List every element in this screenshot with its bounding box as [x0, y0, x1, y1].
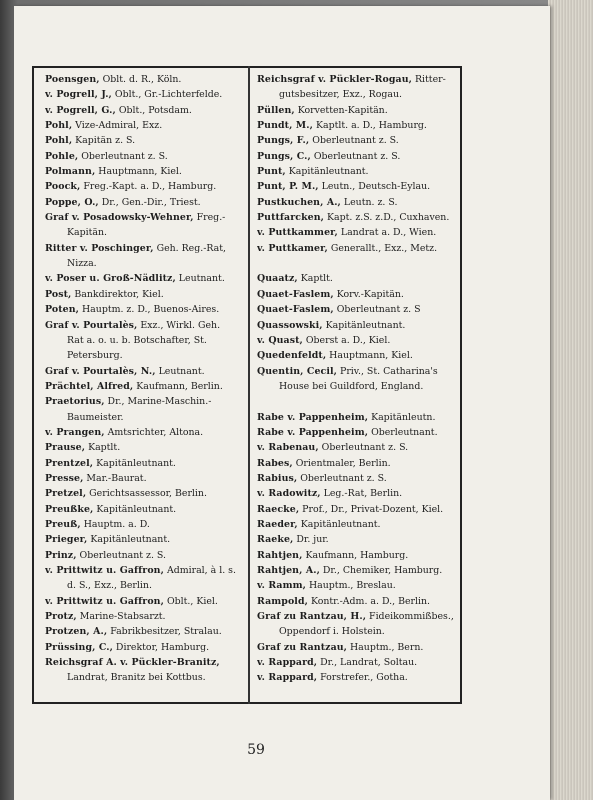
list-item	[45, 624, 245, 639]
entry-detail: Kapitän z. S.	[72, 135, 136, 147]
entry-name: Rabius,	[257, 472, 298, 484]
list-item	[45, 271, 245, 286]
entry-detail: Landrat, Branitz bei Kottbus.	[67, 672, 206, 684]
entry-detail: Amtsrichter, Altona.	[104, 426, 204, 438]
entry-name: Preuß,	[45, 518, 81, 530]
entry-name: Prinz,	[45, 549, 77, 561]
list-item	[257, 103, 460, 118]
right-column	[257, 72, 460, 686]
section-gap	[257, 256, 460, 271]
entry-detail: Hauptmann, Kiel.	[95, 166, 182, 178]
entry-detail: Direktor, Hamburg.	[112, 641, 210, 653]
entry-detail: Kaufmann, Berlin.	[133, 380, 223, 392]
list-item	[45, 72, 245, 87]
entry-detail: Gerichtsassessor, Berlin.	[86, 488, 207, 500]
entry-detail: Oberleutnant z. S.	[78, 150, 168, 162]
entry-detail: Kaptlt.	[85, 442, 121, 454]
list-item	[45, 103, 245, 118]
entry-name: v. Poser u. Groß-Nädlitz,	[45, 273, 176, 285]
entry-name: Pretzel,	[45, 488, 87, 500]
entry-detail: Bankdirektor, Kiel.	[71, 288, 164, 300]
entry-detail: Dr., Gen.-Dir., Triest.	[98, 196, 201, 208]
entry-detail: d. S., Exz., Berlin.	[67, 580, 152, 592]
entry-detail: Kontr.-Adm. a. D., Berlin.	[308, 595, 431, 607]
entry-name: Graf v. Pourtalès,	[45, 319, 138, 331]
list-item	[257, 471, 460, 486]
entry-detail: Oberleutnant z. S.	[310, 150, 401, 162]
entry-name: Protz,	[45, 611, 77, 623]
entry-detail: Korv.-Kapitän.	[333, 288, 404, 300]
entry-detail: House bei Guildford, England.	[279, 380, 424, 392]
list-item	[257, 87, 460, 102]
entry-name: Rabes,	[257, 457, 293, 469]
list-item	[257, 456, 460, 471]
entry-detail: Landrat a. D., Wien.	[337, 227, 437, 239]
entry-name: Poten,	[45, 304, 80, 316]
entry-detail: Dr., Landrat, Soltau.	[317, 657, 418, 669]
entry-detail: Oberleutnant z. S.	[318, 442, 409, 454]
list-item	[257, 655, 460, 670]
list-item	[257, 670, 460, 685]
entry-detail: Hauptm. z. D., Buenos-Aires.	[79, 304, 220, 316]
book-page-edges	[548, 0, 593, 800]
entry-name: Pundt, M.,	[257, 120, 314, 132]
list-item	[257, 241, 460, 256]
list-item	[257, 72, 460, 87]
entry-detail: Kaptlt. a. D., Hamburg.	[313, 120, 427, 132]
entry-name: Pustkuchen, A.,	[257, 196, 341, 208]
entry-detail: Priv., St. Catharina's	[337, 365, 438, 377]
entry-detail: Oblt., Potsdam.	[115, 104, 192, 116]
list-item	[45, 364, 245, 379]
entry-detail: Kapitänleutnant.	[322, 319, 406, 331]
entry-name: Quaatz,	[257, 273, 298, 285]
page-number: 59	[247, 742, 265, 758]
entry-detail: Kapt. z.S. z.D., Cuxhaven.	[324, 212, 450, 224]
column-divider	[248, 66, 250, 704]
entry-detail: Oberleutnant.	[368, 426, 438, 438]
section-gap	[257, 394, 460, 409]
list-item	[45, 394, 245, 409]
entry-detail: Exz., Wirkl. Geh.	[137, 319, 221, 331]
entry-detail: Oberleutnant z. S	[333, 304, 421, 316]
list-item	[45, 594, 245, 609]
list-item	[257, 179, 460, 194]
entry-name: Quentin, Cecil,	[257, 365, 338, 377]
list-item	[257, 348, 460, 363]
list-item	[45, 410, 245, 425]
list-item	[257, 210, 460, 225]
list-item	[45, 241, 245, 256]
list-item	[257, 149, 460, 164]
entry-detail: Hauptm. a. D.	[80, 518, 150, 530]
entry-name: Rampold,	[257, 595, 308, 607]
entry-detail: Kaufmann, Hamburg.	[302, 549, 409, 561]
entry-detail: Hauptm., Breslau.	[306, 580, 396, 592]
entry-name: Pohle,	[45, 150, 79, 162]
entry-name: Prentzel,	[45, 457, 94, 469]
entry-name: Poock,	[45, 181, 81, 193]
entry-name: Polmann,	[45, 166, 96, 178]
entry-name: Raecke,	[257, 503, 300, 515]
entry-detail: Freg.-	[193, 212, 226, 224]
entry-name: v. Pogrell, J.,	[45, 89, 112, 101]
entry-detail: Generallt., Exz., Metz.	[327, 242, 438, 254]
entry-name: v. Puttkamer,	[257, 242, 328, 254]
list-item	[45, 486, 245, 501]
entry-name: Pohl,	[45, 135, 73, 147]
list-item	[45, 195, 245, 210]
list-item	[45, 302, 245, 317]
entry-detail: Forstrefer., Gotha.	[317, 672, 408, 684]
list-item	[257, 410, 460, 425]
list-item	[257, 624, 460, 639]
entry-detail: Hauptm., Bern.	[347, 641, 424, 653]
list-item	[45, 333, 245, 348]
entry-detail: Geh. Reg.-Rat,	[153, 242, 226, 254]
list-item	[45, 456, 245, 471]
entry-name: Rahtjen, A.,	[257, 565, 320, 576]
entry-detail: Oberleutnant z. S.	[297, 472, 387, 484]
list-item	[45, 379, 245, 394]
entry-name: v. Pogrell, G.,	[45, 104, 116, 116]
entry-detail: Oberleutnant z. S.	[76, 549, 166, 561]
list-item	[45, 425, 245, 440]
list-item	[45, 210, 245, 225]
entry-detail: Kapitänleutnant.	[87, 534, 171, 546]
list-item	[257, 302, 460, 317]
entry-name: Raeder,	[257, 518, 298, 530]
list-item	[257, 195, 460, 210]
entry-name: v. Prittwitz u. Gaffron,	[45, 595, 164, 607]
entry-detail: Vize-Admiral, Exz.	[72, 120, 163, 132]
entry-detail: Kaptlt.	[297, 273, 333, 285]
entry-name: v. Prangen,	[45, 426, 105, 438]
entry-detail: Oberleutnant z. S.	[309, 135, 399, 147]
list-item	[45, 670, 245, 685]
entry-detail: Leutnant.	[155, 365, 205, 377]
entry-name: Quaet-Faslem,	[257, 288, 334, 300]
entry-detail: Oblt. d. R., Köln.	[99, 74, 182, 85]
entry-name: Rabe v. Pappenheim,	[257, 426, 369, 438]
entry-name: Graf zu Rantzau, H.,	[257, 611, 367, 623]
entry-name: Presse,	[45, 472, 84, 484]
entry-name: v. Rappard,	[257, 657, 318, 669]
entry-detail: Dr., Chemiker, Hamburg.	[319, 565, 443, 576]
entry-name: Prause,	[45, 442, 86, 454]
entry-detail: Mar.-Baurat.	[83, 472, 147, 484]
entry-detail: Fideikommißbes.,	[366, 611, 454, 623]
list-item	[257, 425, 460, 440]
entry-detail: Petersburg.	[67, 350, 123, 362]
list-item	[257, 640, 460, 655]
list-item	[257, 517, 460, 532]
entry-name: Prieger,	[45, 534, 88, 546]
left-column	[45, 72, 245, 686]
entry-name: Prächtel, Alfred,	[45, 380, 134, 392]
entry-detail: Kapitänleutnant.	[285, 166, 369, 178]
entry-name: Punt, P. M.,	[257, 181, 319, 193]
entry-detail: Leutnant.	[175, 273, 225, 285]
list-item	[45, 225, 245, 240]
entry-name: v. Quast,	[257, 334, 303, 346]
entry-name: Punt,	[257, 166, 286, 178]
list-item	[45, 179, 245, 194]
entry-name: Reichsgraf v. Pückler-Rogau,	[257, 74, 412, 85]
list-item	[45, 609, 245, 624]
entry-name: Reichsgraf A. v. Pückler-Branitz,	[45, 657, 220, 669]
list-item	[45, 655, 245, 670]
list-item	[45, 149, 245, 164]
list-item	[257, 271, 460, 286]
entry-detail: Oblt., Kiel.	[163, 595, 218, 607]
entry-name: Pungs, C.,	[257, 150, 311, 162]
list-item	[45, 440, 245, 455]
entry-detail: Fabrikbesitzer, Stralau.	[107, 626, 222, 638]
entry-name: v. Rappard,	[257, 672, 318, 684]
entry-name: Praetorius,	[45, 396, 105, 408]
entry-name: v. Ramm,	[257, 580, 307, 592]
entry-detail: Leutn., Deutsch-Eylau.	[318, 181, 431, 193]
list-item	[45, 517, 245, 532]
entry-name: Prüssing, C.,	[45, 641, 113, 653]
entry-detail: Kapitän.	[67, 227, 107, 239]
list-item	[45, 640, 245, 655]
list-item	[257, 287, 460, 302]
entry-name: Rahtjen,	[257, 549, 303, 561]
list-item	[257, 318, 460, 333]
list-item	[257, 379, 460, 394]
entry-name: Pohl,	[45, 120, 73, 132]
list-item	[45, 256, 245, 271]
entry-detail: Kapitänleutnant.	[297, 518, 381, 530]
list-item	[257, 486, 460, 501]
list-item	[45, 548, 245, 563]
entry-detail: Baumeister.	[67, 411, 124, 423]
list-item	[45, 318, 245, 333]
list-item	[257, 532, 460, 547]
entry-name: Puttfarcken,	[257, 212, 325, 224]
entry-detail: Leg.-Rat, Berlin.	[320, 488, 403, 500]
list-item	[45, 348, 245, 363]
entry-detail: Dr., Marine-Maschin.-	[104, 396, 212, 408]
list-item	[45, 87, 245, 102]
list-item	[257, 563, 460, 578]
entry-name: Graf zu Rantzau,	[257, 641, 348, 653]
entry-name: Ritter v. Poschinger,	[45, 242, 154, 254]
list-item	[257, 225, 460, 240]
entry-detail: Nizza.	[67, 258, 97, 270]
list-item	[45, 287, 245, 302]
list-item	[45, 532, 245, 547]
entry-detail: Admiral, à l. s.	[163, 565, 236, 576]
list-item	[45, 578, 245, 593]
entry-detail: Leutn. z. S.	[340, 196, 398, 208]
list-item	[257, 594, 460, 609]
entry-detail: Marine-Stabsarzt.	[76, 611, 166, 623]
list-item	[257, 502, 460, 517]
entry-name: Post,	[45, 288, 72, 300]
entry-name: v. Puttkammer,	[257, 227, 338, 239]
entry-name: Poensgen,	[45, 74, 100, 85]
list-item	[45, 471, 245, 486]
entry-name: Rabe v. Pappenheim,	[257, 411, 369, 423]
entry-name: Püllen,	[257, 104, 295, 116]
entry-name: Graf v. Posadowsky-Wehner,	[45, 212, 194, 224]
list-item	[45, 502, 245, 517]
list-item	[45, 563, 245, 578]
entry-detail: Kapitänleutnant.	[93, 503, 177, 515]
list-item	[45, 118, 245, 133]
entry-detail: Kapitänleutnant.	[93, 457, 176, 469]
entry-name: Graf v. Pourtalès, N.,	[45, 365, 156, 377]
entry-name: v. Rabenau,	[257, 442, 319, 454]
list-item	[257, 548, 460, 563]
entry-name: Quedenfeldt,	[257, 350, 327, 362]
entry-name: Raeke,	[257, 534, 294, 546]
list-item	[257, 118, 460, 133]
entry-name: Preußke,	[45, 503, 94, 515]
list-item	[257, 364, 460, 379]
entry-detail: Dr. jur.	[293, 534, 329, 546]
entry-name: Pungs, F.,	[257, 135, 310, 147]
list-item	[257, 578, 460, 593]
entry-name: v. Prittwitz u. Gaffron,	[45, 565, 164, 576]
entry-name: Protzen, A.,	[45, 626, 108, 638]
list-item	[257, 133, 460, 148]
entry-name: Quassowski,	[257, 319, 323, 331]
entry-detail: Orientmaler, Berlin.	[292, 457, 391, 469]
entry-detail: Prof., Dr., Privat-Dozent, Kiel.	[299, 503, 444, 515]
list-item	[257, 164, 460, 179]
entry-detail: Oberst a. D., Kiel.	[302, 334, 391, 346]
entry-name: Poppe, O.,	[45, 196, 99, 208]
entry-detail: Freg.-Kapt. a. D., Hamburg.	[80, 181, 217, 193]
list-item	[45, 164, 245, 179]
entry-detail: Korvetten-Kapitän.	[294, 104, 388, 116]
entry-detail: Rat a. o. u. b. Botschafter, St.	[67, 334, 207, 346]
entry-detail: Kapitänleutn.	[368, 411, 436, 423]
list-item	[257, 440, 460, 455]
entry-name: v. Radowitz,	[257, 488, 321, 500]
list-item	[257, 609, 460, 624]
list-item	[45, 133, 245, 148]
entry-detail: Oblt., Gr.-Lichterfelde.	[111, 89, 223, 101]
entry-detail: gutsbesitzer, Exz., Rogau.	[279, 89, 402, 101]
list-item	[257, 333, 460, 348]
entry-detail: Hauptmann, Kiel.	[326, 350, 413, 362]
entry-name: Quaet-Faslem,	[257, 304, 334, 316]
entry-detail: Ritter-	[412, 74, 446, 85]
entry-detail: Oppendorf i. Holstein.	[279, 626, 385, 638]
